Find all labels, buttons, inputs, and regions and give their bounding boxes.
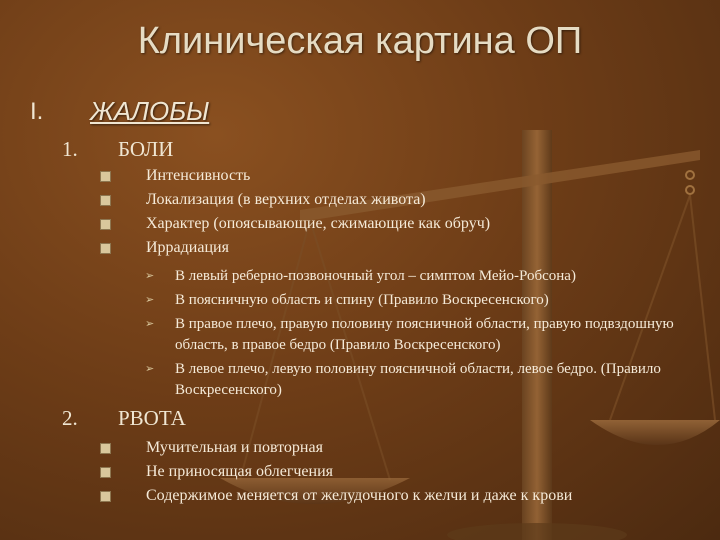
pain-bullet-list [146, 164, 490, 260]
bullet-text: Не приносящая облегчения [146, 463, 334, 480]
square-bullet-icon [100, 243, 111, 254]
list-item [145, 314, 695, 356]
vomiting-bullet-list [146, 436, 572, 508]
square-bullet-icon [100, 467, 111, 478]
bullet-text: Интенсивность [146, 167, 251, 184]
square-bullet-icon [100, 171, 111, 182]
list-item [146, 164, 490, 188]
item-number: 2. [62, 406, 78, 430]
list-item [146, 460, 572, 484]
list-item [146, 188, 490, 212]
item-title: РВОТА [118, 406, 186, 430]
bullet-text: Локализация (в верхних отделах живота) [146, 191, 426, 208]
arrow-bullet-icon: ➢ [145, 318, 155, 330]
item-title: БОЛИ [118, 137, 174, 161]
section-number: I. [30, 98, 44, 125]
slide-title: Клиническая картина ОП [137, 20, 583, 62]
section-title: ЖАЛОБЫ [90, 96, 210, 126]
bullet-text: Иррадиация [146, 239, 229, 256]
sub-bullet-text: В поясничную область и спину (Правило Воскресенского) [175, 292, 549, 308]
sub-bullet-text: В левое плечо, левую половину поясничной области, левое бедро. (Правило Воскресенского) [175, 361, 661, 398]
square-bullet-icon [100, 443, 111, 454]
bullet-text: Характер (опоясывающие, сжимающие как обруч) [146, 215, 491, 232]
square-bullet-icon [100, 491, 111, 502]
square-bullet-icon [100, 195, 111, 206]
square-bullet-icon [100, 219, 111, 230]
list-item [145, 359, 695, 401]
arrow-bullet-icon: ➢ [145, 363, 155, 375]
list-item [146, 236, 490, 260]
arrow-bullet-icon: ➢ [145, 270, 155, 282]
sub-bullet-text: В левый реберно-позвоночный угол – симптом Мейо-Робсона) [175, 268, 576, 284]
bullet-text: Мучительная и повторная [146, 439, 323, 456]
arrow-bullet-icon: ➢ [145, 294, 155, 306]
list-item [146, 212, 490, 236]
list-item [145, 266, 695, 287]
sub-bullet-text: В правое плечо, правую половину поясничной области, правую подвздошную область, в правое бедро (Правило Воскресенского) [175, 316, 674, 353]
irradiation-sublist [145, 266, 695, 404]
list-item [146, 436, 572, 460]
list-item [146, 484, 572, 508]
item-number: 1. [62, 137, 78, 161]
bullet-text: Содержимое меняется от желудочного к желчи и даже к крови [146, 487, 573, 504]
list-item [145, 290, 695, 311]
